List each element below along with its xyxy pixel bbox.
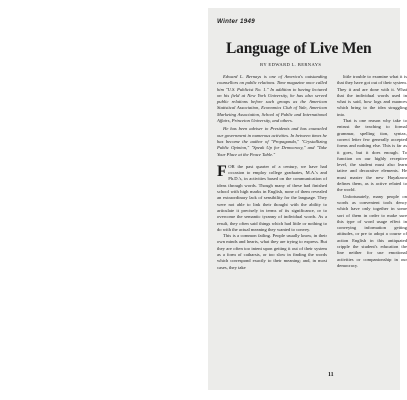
article-body-left: [217, 164, 327, 271]
intro-paragraph-2: He has been adviser to Presidents and has counseled our government in numerous activities. In between times he has become the author of "Propaganda," "Crystallizing Public Opinion," "Speak Up for Democracy," and "Take Your Place at the Peace Table.": [217, 126, 327, 157]
right-column: [337, 74, 407, 269]
body-paragraph-2: This is a common failing. People usually know, in their own minds and hearts, what they are trying to express. But they are often too intent upon getting it out of their system as a form of catharsis, or too slow in finding the words which correspond exactly to their meaning; and, in most cases, they take: [217, 233, 327, 270]
intro-paragraph-1: Edward L. Bernays is one of America's outstanding counsellors on public relations. Time magazine once called him "U.S. Publicist No. 1." In addition to having lectured on his field at New York University, he has also served public relations before such groups as the American Statistical Association, Economics Club of Yale, American Marketing Association, School of Public and International Affairs, Princeton University, and others.: [217, 74, 327, 124]
magazine-page: [208, 8, 407, 390]
left-column: [217, 74, 327, 271]
author-intro: [217, 74, 327, 158]
right-paragraph-3: Unfortunately, many people on words as convenient tools dency which have only together in some sort of them in order to make sure this type of word usage effect in conveying information getting attitudes, or pre to adopt a course of action English in this antiquated cripple the student's education the line neither for use emotional activities or companionship in our democracy.: [337, 193, 407, 268]
article-byline: BY EDWARD L. BERNAYS: [260, 62, 322, 67]
drop-cap: F: [217, 162, 227, 180]
article-title: Language of Live Men: [226, 40, 372, 57]
body-paragraph-1-text: OR the past quarter of a century, we have had occasion to employ college graduates, M.A.'s and Ph.D.'s, in activities based on the communication of ideas through words. Though many of these had finished school with high marks in English, none of them revealed an extraordinary lack of sensibility for the language. They were not able to link their thought with the ability to articulate it precisely in terms of its significance, or to overcome the semantic tyranny of individual words. As a result, they often said things which had little or nothing to do with the actual meaning they wanted to convey.: [217, 163, 327, 232]
right-paragraph-1: little trouble to examine what it is that they have got out of their system. They it and are done with it. What that the individual words used in what is said, how logs and nuances which bring to the idea struggling into.: [337, 74, 407, 117]
page-number: 11: [328, 372, 334, 378]
right-paragraph-2: That is one reason why take to entrust the teaching to formal grammar, spelling tion, syntax, correct letter few generally accepted forms and nothing else. This is far as it goes, but it does enough. To function on our highly receptive level, the student must also learn tative and decorative elements. He must master the new Hayakawa defines them, as is active related to the world.: [337, 118, 407, 193]
body-paragraph-1: [217, 164, 327, 233]
issue-season: Winter 1949: [217, 18, 255, 25]
